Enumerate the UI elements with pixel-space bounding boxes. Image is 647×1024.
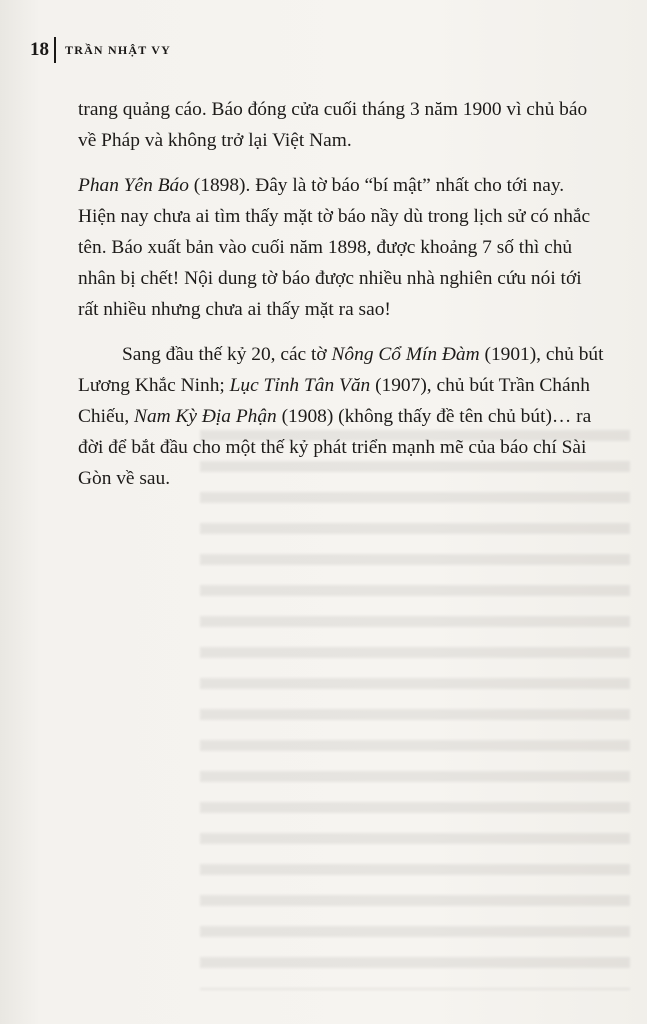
newspaper-title: Phan Yên Báo — [78, 175, 189, 196]
text-line: Phan Yên Báo (1898). Đây là tờ báo “bí mật” nhất cho tới nay. — [78, 175, 565, 196]
newspaper-title: Nam Kỳ Địa Phận — [134, 406, 277, 427]
page-header — [30, 36, 171, 64]
text-line: đời để bắt đầu cho một thế kỷ phát triển mạnh mẽ của báo chí Sài — [78, 437, 587, 458]
text-line: Chiếu, Nam Kỳ Địa Phận (1908) (không thấy đề tên chủ bút)… ra — [78, 406, 592, 427]
page-number: 18 — [30, 39, 49, 60]
text-line: rất nhiều nhưng chưa ai thấy mặt ra sao! — [78, 299, 391, 320]
newspaper-title: Nông Cổ Mín Đàm — [331, 344, 480, 365]
text-line: trang quảng cáo. Báo đóng cửa cuối tháng 3 năm 1900 vì chủ báo — [78, 99, 588, 120]
running-head-author: TRẦN NHẬT VY — [65, 42, 171, 57]
text-line: tên. Báo xuất bản vào cuối năm 1898, được khoảng 7 số thì chủ — [78, 237, 573, 258]
body-text — [78, 94, 604, 510]
text-line: Gòn về sau. — [78, 468, 171, 489]
bleed-through-text — [200, 430, 630, 990]
text-line: nhân bị chết! Nội dung tờ báo được nhiều nhà nghiên cứu nói tới — [78, 268, 582, 289]
text-line: Lương Khắc Ninh; Lục Tỉnh Tân Văn (1907), chủ bút Trần Chánh — [78, 375, 590, 396]
text-line: Sang đầu thế kỷ 20, các tờ Nông Cổ Mín Đàm (1901), chủ bút — [122, 344, 604, 365]
paragraph-2 — [78, 170, 591, 325]
text-line: về Pháp và không trở lại Việt Nam. — [78, 130, 352, 151]
paragraph-1 — [78, 94, 588, 156]
text-line: Hiện nay chưa ai tìm thấy mặt tờ báo nầy dù trong lịch sử có nhắc — [78, 206, 591, 227]
newspaper-title: Lục Tỉnh Tân Văn — [229, 375, 371, 396]
header-divider — [54, 37, 56, 63]
paragraph-3 — [78, 339, 604, 494]
